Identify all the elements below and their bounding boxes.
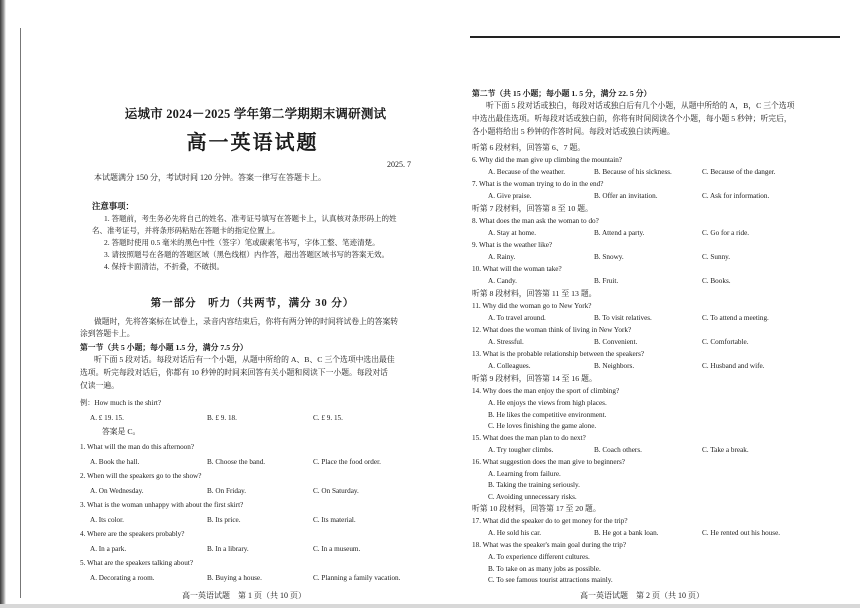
note-line: 3. 请按照题号在各题的答题区域（黑色线框）内作答，超出答题区域书写的答案无效。 [104,250,389,259]
option-c: C. He loves finishing the game alone. [488,422,597,430]
option-b: B. He got a bank loan. [594,529,659,537]
option-b: B. Fruit. [594,277,619,285]
option-b: B. £ 9. 18. [207,414,237,422]
option-a: A. Stay at home. [488,229,537,237]
question: 3. What is the woman unhappy with about the first skirt? [80,501,244,509]
right-page [472,0,844,608]
material-label: 听第 7 段材料，回答第 8 至 10 题。 [472,204,593,213]
option-b: B. Because of his sickness. [594,168,672,176]
part-title: 第一部分 听力（共两节，满分 30 分） [150,298,355,309]
option-c: C. He rented out his house. [702,529,781,537]
example-answer: 答案是 C。 [102,427,141,436]
question: 13. What is the probable relationship between the speakers? [472,350,645,358]
option-b: B. Its price. [207,516,241,524]
question: 6. Why did the man give up climbing the mountain? [472,156,622,164]
option-a: A. In a park. [90,545,127,553]
option-c: C. On Saturday. [313,487,359,495]
note-line: 2. 答题时使用 0.5 毫米的黑色中性（签字）笔或碳素笔书写，字体工整、笔迹清楚。 [104,238,380,247]
option-b: B. In a library. [207,545,249,553]
question: 1. What will the man do this afternoon? [80,443,195,451]
left-page [80,0,425,608]
exam-info: 本试题满分 150 分，考试时间 120 分钟。答案一律写在答题卡上。 [94,173,326,182]
scan-margin-line [20,28,21,598]
option-b: B. Offer an invitation. [594,192,658,200]
section1-intro-line: 仅读一遍。 [80,381,119,390]
section2-intro-line: 中选出最佳选项。听每段对话或独白前，你将有时间阅读各个小题，每小题 5 秒钟；听完后， [472,114,792,123]
option-b: B. Snowy. [594,253,624,261]
question: 14. Why does the man enjoy the sport of climbing? [472,387,620,395]
option-a: A. £ 19. 15. [90,414,124,422]
option-c: C. Comfortable. [702,338,749,346]
option-b: B. Taking the training seriously. [488,481,580,489]
option-c: C. To see famous tourist attractions mainly. [488,576,613,584]
page-footer: 高一英语试题 第 1 页（共 10 页） [182,591,306,600]
example-question: 例：How much is the shirt? [80,399,162,407]
option-a: A. Learning from failure. [488,469,561,478]
material-label: 听第 9 段材料，回答第 14 至 16 题。 [472,374,597,383]
note-line: 名、准考证号，并将条形码粘贴在答题卡的指定位置上。 [92,226,280,235]
question: 15. What does the man plan to do next? [472,433,586,442]
option-c: C. Husband and wife. [702,362,765,370]
option-b: B. Coach others. [594,445,642,454]
option-b: B. Attend a party. [594,229,645,237]
option-c: C. To attend a meeting. [702,314,769,322]
option-c: C. Its material. [313,516,356,524]
option-a: A. To travel around. [488,314,546,322]
option-b: B. Buying a house. [207,574,262,582]
section2-intro-line: 听下面 5 段对话或独白，每段对话或独白后有几个小题，从题中所给的 A，B，C 三个选项 [486,101,795,110]
page-footer: 高一英语试题 第 2 页（共 10 页） [580,591,704,600]
section1-heading: 第一节（共 5 小题；每小题 1.5 分，满分 7.5 分） [80,343,248,352]
scan-edge-left [0,0,6,608]
option-a: A. Colleagues. [488,362,531,370]
option-a: A. Book the hall. [90,458,140,466]
option-c: C. Take a break. [702,445,749,454]
option-b: B. To take on as many jobs as possible. [488,564,601,573]
option-a: A. He sold his car. [488,529,542,537]
option-c: C. Avoiding unnecessary risks. [488,492,577,501]
option-a: A. On Wednesday. [90,487,144,495]
question: 11. Why did the woman go to New York? [472,302,592,310]
question: 9. What is the weather like? [472,241,553,249]
section1-intro-line: 选项。听完每段对话后，你都有 10 秒钟的时间来回答有关小题和阅读下一小题。每段对话 [80,368,388,377]
notes-heading: 注意事项： [92,202,134,211]
option-b: B. Neighbors. [594,362,635,370]
question: 7. What is the woman trying to do in the end? [472,180,604,188]
option-b: B. On Friday. [207,487,247,495]
material-label: 听第 8 段材料，回答第 11 至 13 题。 [472,289,597,298]
question: 2. When will the speakers go to the show? [80,472,202,480]
material-label: 听第 10 段材料，回答第 17 至 20 题。 [472,504,601,513]
option-c: C. In a museum. [313,545,361,553]
option-a: A. Candy. [488,277,517,285]
question: 4. Where are the speakers probably? [80,530,185,538]
option-c: C. Because of the danger. [702,168,776,176]
subject-title: 高一英语试题 [186,132,319,154]
option-a: A. He enjoys the views from high places. [488,399,607,407]
option-a: A. Give praise. [488,192,532,200]
part-intro-line: 涂到答题卡上。 [80,329,135,338]
option-a: A. Its color. [90,516,124,524]
section1-intro-line: 听下面 5 段对话。每段对话后有一个小题，从题中所给的 A、B、C 三个选项中选出最佳 [94,355,395,364]
section2-intro-line: 各小题将给出 5 秒钟的作答时间。每段对话或独白读两遍。 [472,127,675,136]
exam-date: 2025. 7 [387,160,411,169]
section2-heading: 第二节（共 15 小题；每小题 1. 5 分，满分 22. 5 分） [472,89,652,98]
part-intro-line: 做题时，先将答案标在试卷上，录音内容结束后，你将有两分钟的时间将试卷上的答案转 [94,317,399,326]
question: 16. What suggestion does the man give to beginners? [472,457,625,466]
option-a: A. Stressful. [488,338,524,346]
option-a: A. Rainy. [488,253,516,261]
option-a: A. Because of the weather. [488,168,566,176]
exam-title: 运城市 2024－2025 学年第二学期期末调研测试 [124,107,387,121]
question: 12. What does the woman think of living in New York? [472,326,632,334]
note-line: 4. 保持卡面清洁，不折叠，不破损。 [104,262,224,271]
option-a: A. To experience different cultures. [488,553,590,561]
option-c: C. Planning a family vacation. [313,574,401,582]
material-label: 听第 6 段材料，回答第 6、7 题。 [472,143,586,152]
question: 17. What did the speaker do to get money for the trip? [472,517,628,525]
option-b: B. Choose the band. [207,458,266,466]
note-line: 1. 答题前，考生务必先将自己的姓名、准考证号填写在答题卡上，认真核对条形码上的姓 [104,214,397,223]
option-b: B. To visit relatives. [594,314,652,322]
option-c: C. £ 9. 15. [313,414,343,422]
option-c: C. Books. [702,277,731,285]
option-c: C. Place the food order. [313,458,381,466]
option-a: A. Try tougher climbs. [488,445,554,454]
question: 10. What will the woman take? [472,265,562,273]
option-c: C. Ask for information. [702,192,770,200]
question: 18. What was the speaker's main goal during the trip? [472,541,627,549]
question: 8. What does the man ask the woman to do? [472,217,599,225]
option-c: C. Sunny. [702,253,731,261]
option-b: B. He likes the competitive environment. [488,410,607,419]
question: 5. What are the speakers talking about? [80,559,194,567]
option-b: B. Convenient. [594,338,638,346]
option-a: A. Decorating a room. [90,574,155,582]
option-c: C. Go for a ride. [702,229,750,237]
